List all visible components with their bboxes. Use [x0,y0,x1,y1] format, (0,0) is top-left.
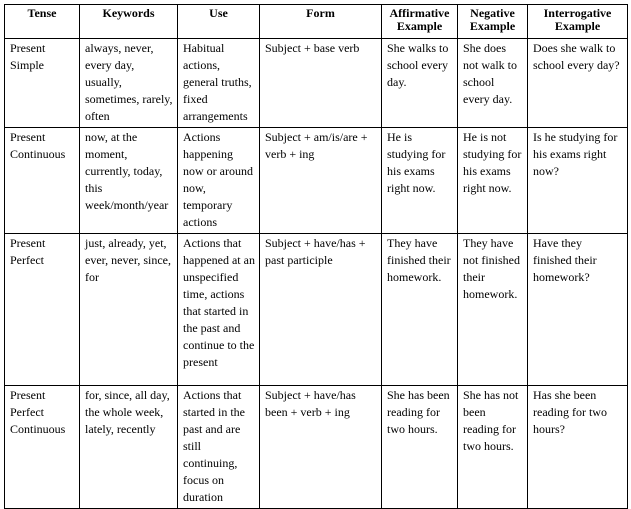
table-row [5,39,628,128]
cell-use: Habitual actions, general truths, fixed arrangements [178,39,260,128]
cell-negative: She has not been reading for two hours. [458,386,528,509]
table-row [5,128,628,234]
cell-keywords: now, at the moment, currently, today, this week/month/year [80,128,178,234]
tenses-table [4,4,628,509]
header-row [5,5,628,39]
cell-affirmative: They have finished their homework. [382,234,458,386]
header-interrogative-example: Interrogative Example [528,5,628,39]
cell-form: Subject + have/has + past participle [260,234,382,386]
header-tense: Tense [5,5,80,39]
cell-keywords: just, already, yet, ever, never, since, for [80,234,178,386]
table-row [5,386,628,509]
cell-negative: She does not walk to school every day. [458,39,528,128]
cell-form: Subject + am/is/are + verb + ing [260,128,382,234]
cell-affirmative: He is studying for his exams right now. [382,128,458,234]
header-negative-example: Negative Example [458,5,528,39]
cell-use: Actions happening now or around now, temporary actions [178,128,260,234]
cell-interrogative: Has she been reading for two hours? [528,386,628,509]
cell-form: Subject + base verb [260,39,382,128]
cell-keywords: for, since, all day, the whole week, lately, recently [80,386,178,509]
cell-interrogative: Is he studying for his exams right now? [528,128,628,234]
cell-form: Subject + have/has been + verb + ing [260,386,382,509]
table-row [5,234,628,386]
header-use: Use [178,5,260,39]
cell-affirmative: She walks to school every day. [382,39,458,128]
cell-negative: He is not studying for his exams right now. [458,128,528,234]
cell-tense: Present Simple [5,39,80,128]
cell-use: Actions that started in the past and are still continuing, focus on duration [178,386,260,509]
cell-tense: Present Perfect [5,234,80,386]
cell-use: Actions that happened at an unspecified time, actions that started in the past and continue to the present [178,234,260,386]
cell-interrogative: Does she walk to school every day? [528,39,628,128]
cell-affirmative: She has been reading for two hours. [382,386,458,509]
cell-negative: They have not finished their homework. [458,234,528,386]
cell-keywords: always, never, every day, usually, sometimes, rarely, often [80,39,178,128]
header-keywords: Keywords [80,5,178,39]
header-form: Form [260,5,382,39]
cell-tense: Present Perfect Continuous [5,386,80,509]
cell-interrogative: Have they finished their homework? [528,234,628,386]
header-affirmative-example: Affirmative Example [382,5,458,39]
cell-tense: Present Continuous [5,128,80,234]
